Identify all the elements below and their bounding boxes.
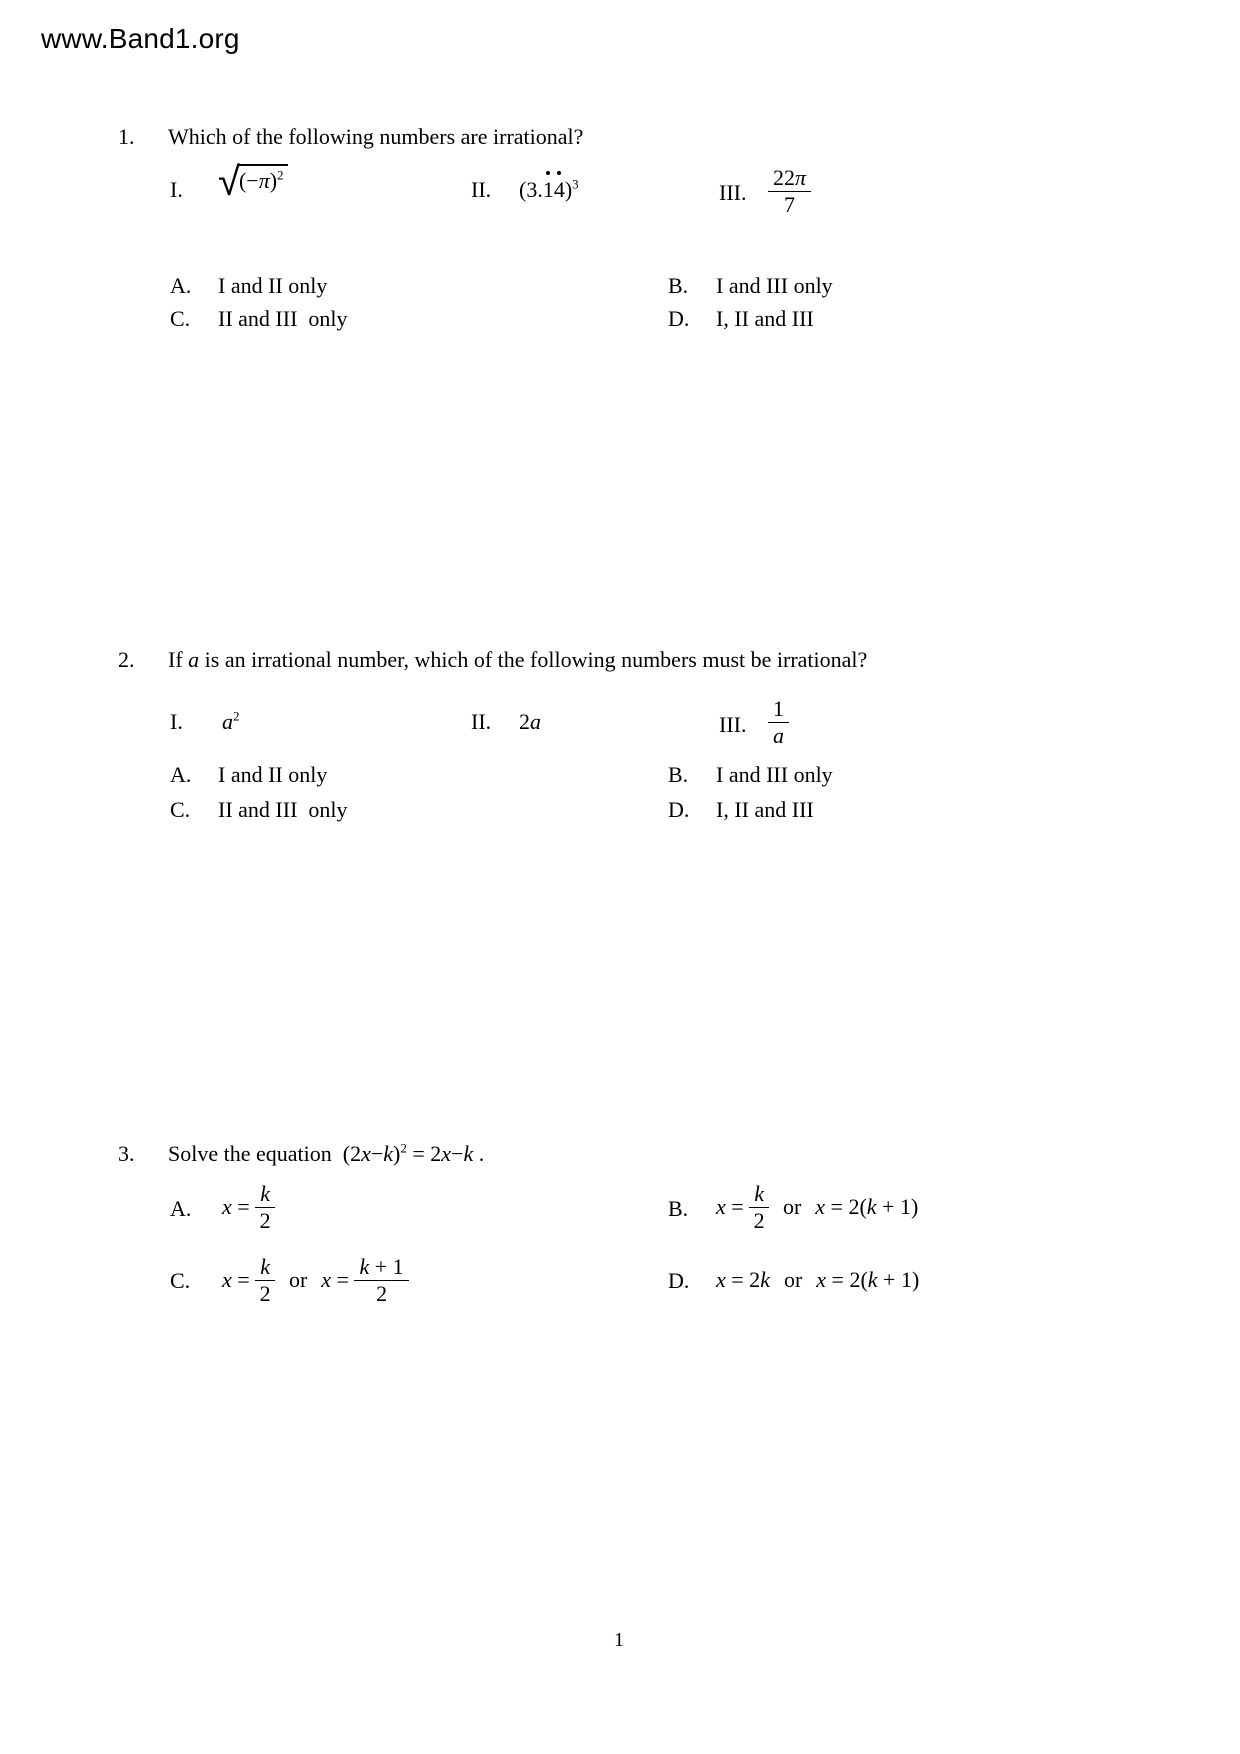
radicand xyxy=(237,164,288,193)
fraction-k-over-2 xyxy=(749,1182,769,1233)
exponent: 2 xyxy=(277,167,284,183)
question-post: is an irrational number, which of the following numbers must be irrational? xyxy=(199,647,868,672)
q3-question-line xyxy=(168,1141,484,1167)
q3-option-c-expression xyxy=(222,1253,409,1306)
fraction-numerator xyxy=(768,166,811,192)
variable-x: x xyxy=(441,1141,452,1166)
q2-option-d-label: D. xyxy=(668,797,690,822)
recurring-digit-4: 4 xyxy=(553,177,565,202)
fraction-denominator: 2 xyxy=(259,1280,271,1306)
coefficient: 2 xyxy=(519,709,530,734)
fraction-k-plus-1-over-2 xyxy=(354,1255,408,1306)
fraction-k-over-2 xyxy=(255,1182,275,1233)
equals-sign: = xyxy=(331,1267,355,1292)
q2-item-i-expression xyxy=(222,709,240,735)
q1-option-a-label: A. xyxy=(170,273,192,298)
variable-k: k xyxy=(359,1253,370,1279)
q2-option-b-text: I and III only xyxy=(716,762,833,787)
eq-part: = 2 xyxy=(725,1267,761,1292)
q1-item-i-label: I. xyxy=(170,177,183,202)
q2-option-a-label: A. xyxy=(170,762,192,787)
pi-symbol: π xyxy=(795,165,807,190)
equals-sign: = xyxy=(231,1267,256,1292)
site-url-header: www.Band1.org xyxy=(41,23,240,54)
q2-item-ii-expression xyxy=(519,709,541,735)
q2-option-c-text: II and III only xyxy=(218,797,348,822)
eq-part: = 2( xyxy=(825,1194,867,1219)
or-connector: or xyxy=(782,1194,802,1219)
variable-x: x xyxy=(716,1194,726,1219)
q3-option-b-label: B. xyxy=(668,1196,689,1221)
q1-option-b-text: I and III only xyxy=(716,273,833,298)
or-connector: or xyxy=(288,1267,308,1292)
q2-item-iii-label: III. xyxy=(719,712,747,737)
close-paren: ) xyxy=(269,168,278,193)
q3-number: 3. xyxy=(118,1141,135,1166)
eq-part: + 1) xyxy=(876,1194,919,1219)
variable-x: x xyxy=(222,1267,232,1292)
variable-x: x xyxy=(816,1267,827,1292)
q1-item-ii-label: II. xyxy=(471,177,492,202)
q2-item-iii-fraction xyxy=(768,697,789,748)
open-part: (3. xyxy=(519,177,543,202)
eq-part: (2 xyxy=(342,1141,362,1166)
fraction-k-over-2 xyxy=(255,1255,275,1306)
fraction-denominator: 2 xyxy=(376,1280,388,1306)
variable-x: x xyxy=(716,1267,726,1292)
question-text: Solve the equation xyxy=(168,1141,343,1166)
q3-option-c-label: C. xyxy=(170,1268,191,1293)
fraction-numerator: k xyxy=(255,1182,275,1208)
radical-sign: √ xyxy=(218,159,240,205)
fraction-numerator: k xyxy=(255,1255,275,1281)
q3-option-a-label: A. xyxy=(170,1196,192,1221)
page-number: 1 xyxy=(614,1629,624,1651)
recurring-digit-1: 1 xyxy=(542,177,554,202)
q1-item-i-expression xyxy=(218,159,288,205)
variable-x: x xyxy=(815,1194,826,1219)
q1-item-iii-label: III. xyxy=(719,180,747,205)
q2-item-i-label: I. xyxy=(170,709,183,734)
q1-item-iii-fraction xyxy=(768,166,811,217)
fraction-denominator: a xyxy=(773,723,784,748)
numerator-rest: + 1 xyxy=(369,1253,404,1279)
q2-number: 2. xyxy=(118,647,135,672)
variable-a: a xyxy=(188,647,200,672)
numerator-coefficient: 22 xyxy=(773,165,795,190)
q1-item-ii-expression xyxy=(519,177,579,203)
eq-part: + 1) xyxy=(877,1267,920,1292)
exponent: 2 xyxy=(233,708,240,724)
q2-option-d-text: I, II and III xyxy=(716,797,814,822)
fraction-denominator: 7 xyxy=(784,192,796,217)
equals-sign: = xyxy=(231,1194,256,1219)
q3-option-d-expression xyxy=(716,1256,919,1304)
variable-a: a xyxy=(530,709,541,734)
q2-item-ii-label: II. xyxy=(471,709,492,734)
q2-option-a-text: I and II only xyxy=(218,762,328,787)
minus-sign: − xyxy=(451,1141,464,1166)
fraction-denominator: 2 xyxy=(259,1207,271,1233)
or-connector: or xyxy=(783,1267,803,1292)
q3-option-a-expression xyxy=(222,1180,275,1233)
pi-symbol: π xyxy=(258,168,270,193)
equation xyxy=(343,1141,484,1166)
variable-k: k xyxy=(463,1141,474,1166)
q1-option-b-label: B. xyxy=(668,273,689,298)
variable-a: a xyxy=(222,709,233,734)
q1-option-a-text: I and II only xyxy=(218,273,328,298)
q1-option-d-label: D. xyxy=(668,306,690,331)
exponent: 3 xyxy=(572,176,579,192)
variable-k: k xyxy=(867,1267,878,1292)
q1-option-d-text: I, II and III xyxy=(716,306,814,331)
exponent: 2 xyxy=(400,1140,407,1156)
q1-number: 1. xyxy=(118,124,135,149)
q2-question-text xyxy=(168,647,867,673)
variable-k: k xyxy=(383,1141,394,1166)
variable-x: x xyxy=(361,1141,371,1166)
q1-option-c-text: II and III only xyxy=(218,306,348,331)
fraction-numerator xyxy=(354,1255,408,1281)
eq-part: = 2 xyxy=(406,1141,442,1166)
eq-part: = 2( xyxy=(826,1267,868,1292)
period: . xyxy=(473,1141,485,1166)
variable-k: k xyxy=(866,1194,877,1219)
fraction-numerator: 1 xyxy=(768,697,789,723)
close-paren: ) xyxy=(393,1141,401,1166)
q1-question-text: Which of the following numbers are irrational? xyxy=(168,124,584,149)
q2-option-c-label: C. xyxy=(170,797,191,822)
minus-sign: − xyxy=(370,1141,384,1166)
question-pre: If xyxy=(168,647,189,672)
q3-option-b-expression xyxy=(716,1180,919,1233)
fraction-denominator: 2 xyxy=(753,1207,765,1233)
open-paren: (− xyxy=(238,168,259,193)
close-paren: ) xyxy=(564,177,573,202)
variable-x: x xyxy=(222,1194,232,1219)
q1-option-c-label: C. xyxy=(170,306,191,331)
q3-option-d-label: D. xyxy=(668,1268,690,1293)
variable-k: k xyxy=(760,1267,770,1292)
equals-sign: = xyxy=(725,1194,750,1219)
fraction-numerator: k xyxy=(749,1182,769,1208)
q2-option-b-label: B. xyxy=(668,762,689,787)
variable-x: x xyxy=(321,1267,332,1292)
